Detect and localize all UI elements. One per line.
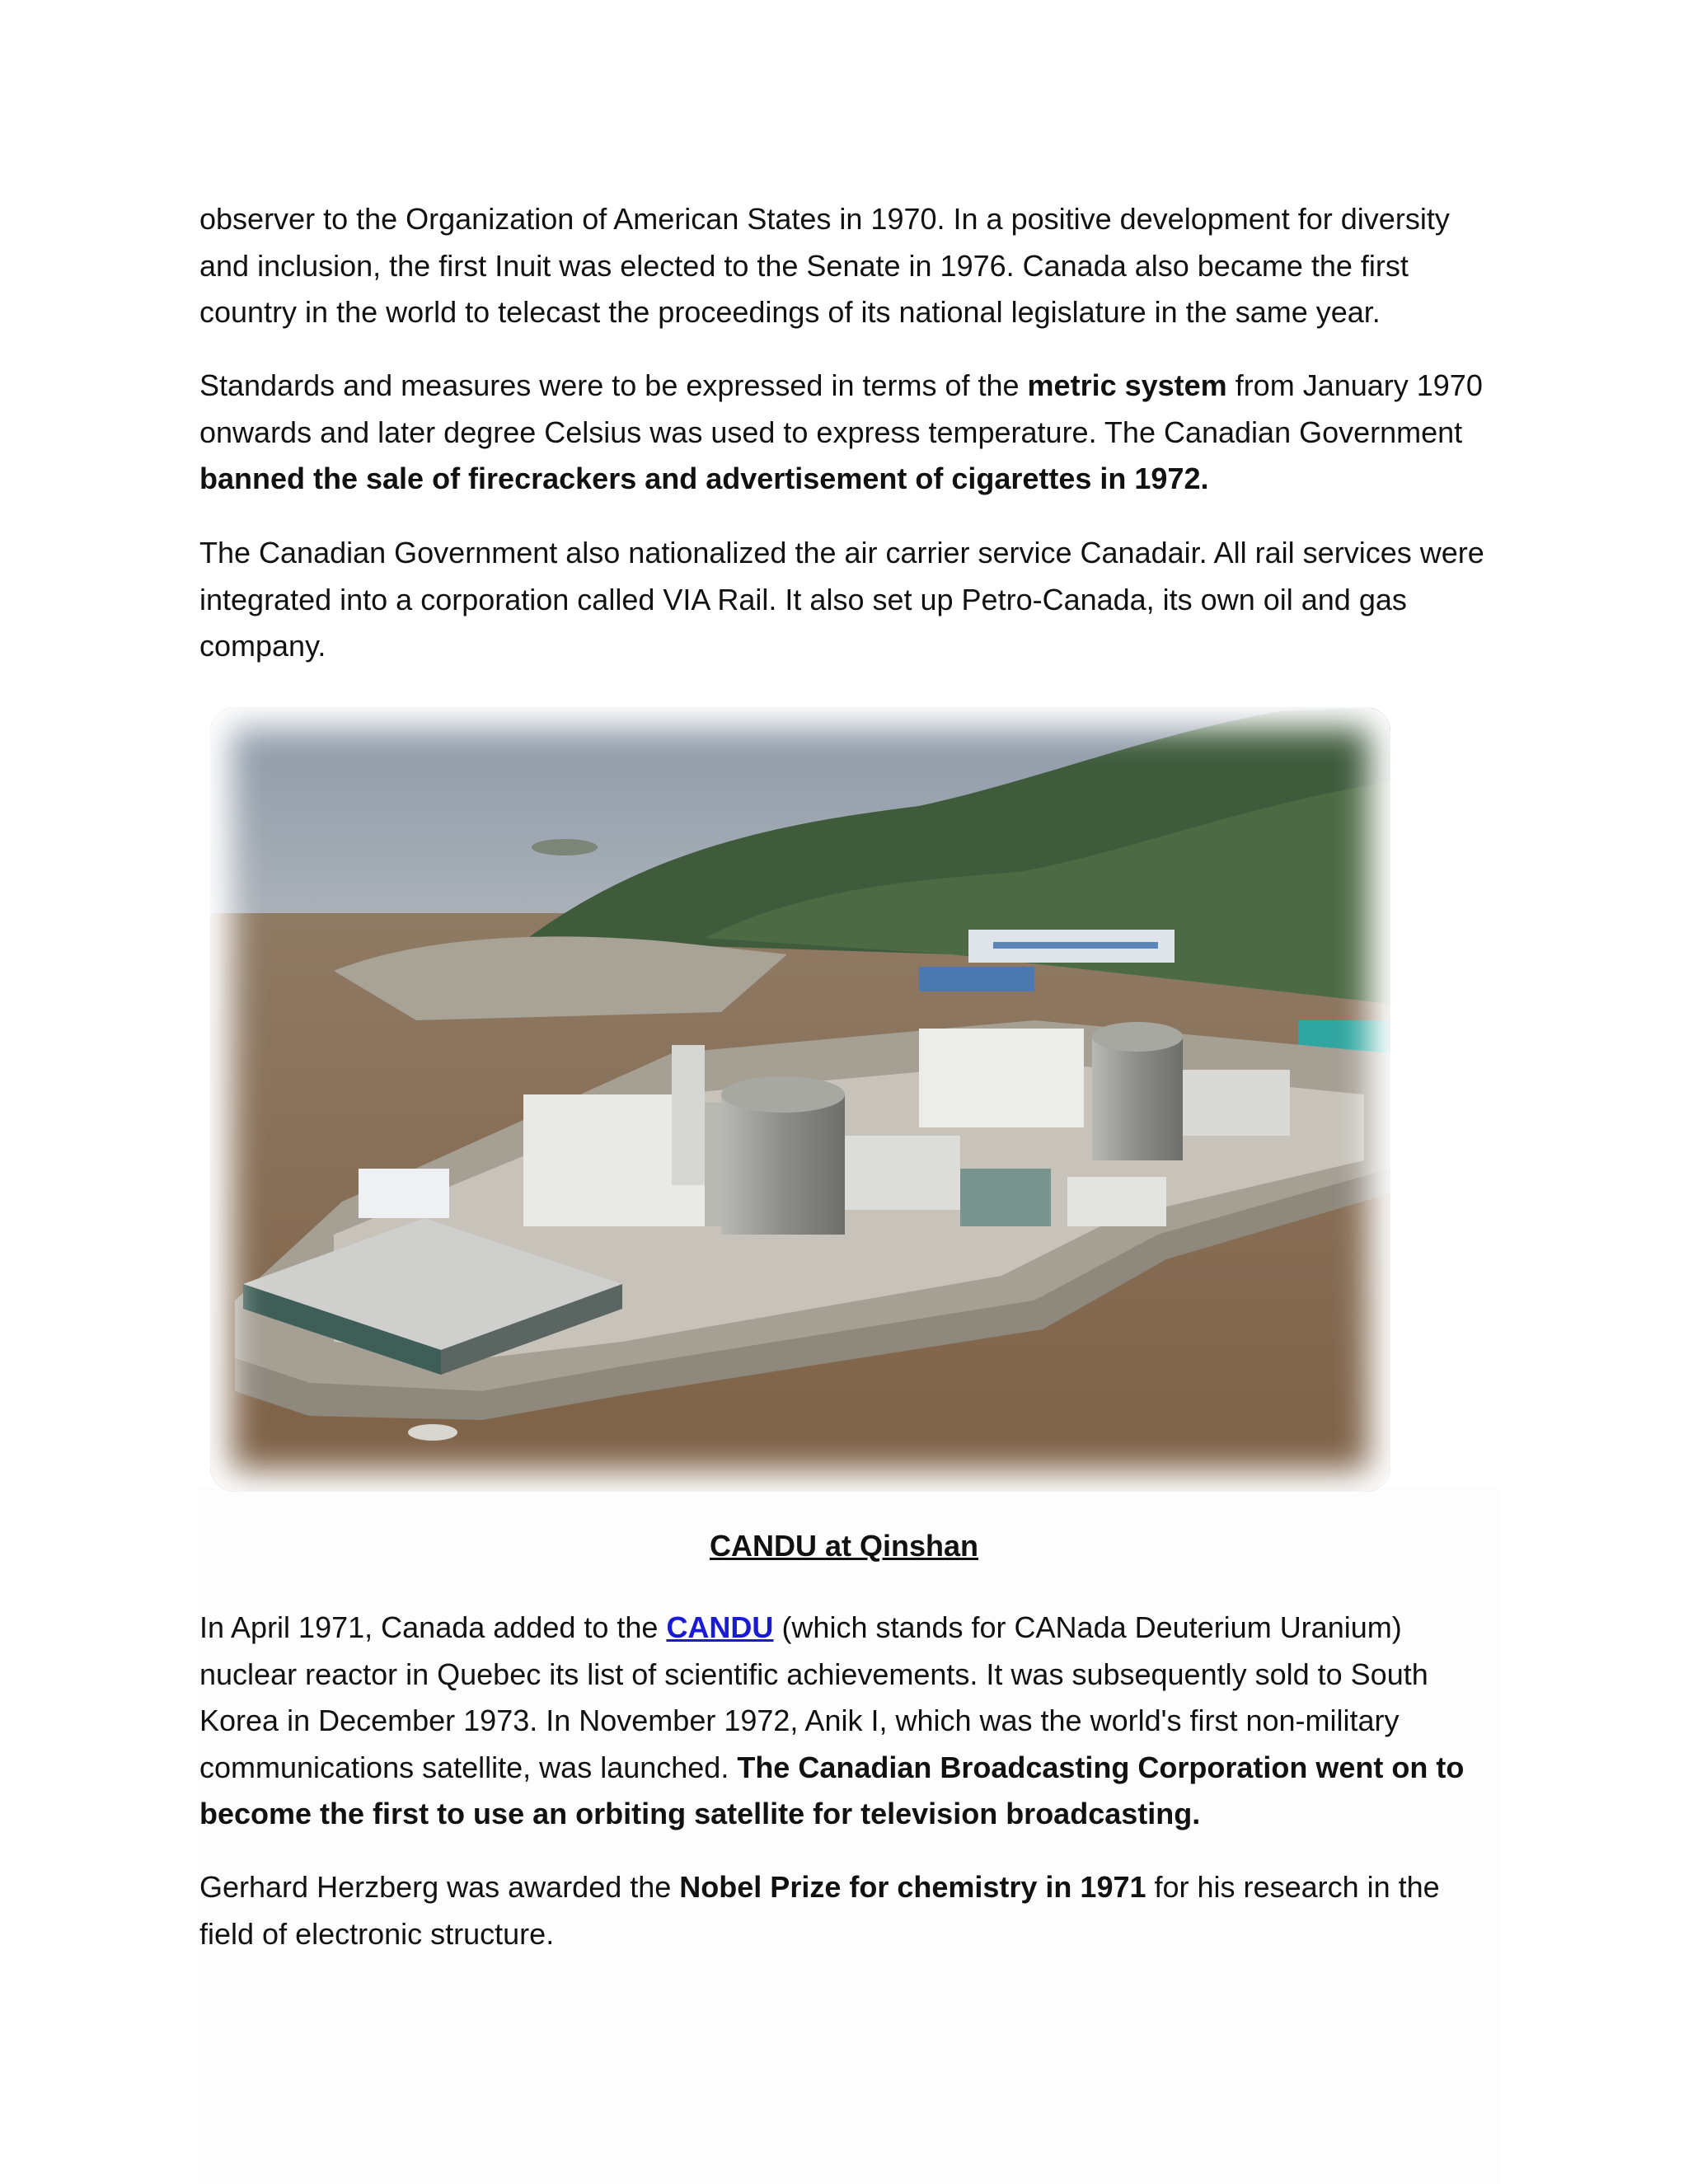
aux-block-2 [960,1169,1051,1226]
aux-block-4 [1067,1177,1166,1226]
paragraph-text: Gerhard Herzberg was awarded the [199,1870,680,1904]
outflow-splash [408,1424,457,1441]
figure-caption: CANDU at Qinshan [709,1529,979,1563]
bold-metric-system: metric system [1027,368,1227,402]
stack-1 [672,1045,705,1185]
bg-blue-roof [919,967,1034,991]
candu-link[interactable]: CANDU [666,1610,774,1644]
small-building [359,1169,449,1218]
containment-dome-2 [1092,1037,1183,1160]
dome-1-cap [721,1076,845,1113]
nuclear-plant-illustration [210,707,1390,1492]
paragraph-nationalization [199,530,1502,670]
paragraph-text: The Canadian Government also nationalized the air carrier service Canadair. All rail services were integrated into a corporation called VIA Rail. It also set up Petro-Canada, its own oil and gas company. [199,536,1484,663]
paragraph-metric-system [199,363,1502,503]
distant-island [532,839,598,855]
bold-nobel-prize: Nobel Prize for chemistry in 1971 [679,1870,1146,1904]
paragraph-oas-inuit [199,196,1502,336]
paragraph-text: In April 1971, Canada added to the [199,1610,667,1644]
paragraph-candu [199,1605,1502,1838]
aux-block-1 [845,1136,960,1210]
bold-firecrackers-ban: banned the sale of firecrackers and advertisement of cigarettes in 1972. [199,462,1209,495]
paragraph-text: (which stands for CANada Deuterium Uranium) nuclear reactor in Quebec its list of scientific achievements. It was subsequently sold to South Korea in December 1973. In November 1972, Anik I, which was the world's first non-military communications satellite, was launched. [199,1610,1428,1784]
bg-building-stripe [993,942,1158,949]
paragraph-text: from January 1970 onwards and later degree Celsius was used to express temperature. The Canadian Government [199,368,1483,449]
paragraph-text: Standards and measures were to be expressed in terms of the [199,368,1028,402]
candu-qinshan-photo [210,707,1390,1492]
paragraph-text: for his research in the field of electronic structure. [199,1870,1440,1951]
containment-dome-1 [721,1094,845,1235]
paragraph-herzberg [199,1864,1502,1957]
dome-2-cap [1092,1022,1183,1052]
paragraph-text: observer to the Organization of American States in 1970. In a positive development for diversity and inclusion, the first Inuit was elected to the Senate in 1976. Canada also became the first country in the world to telecast the proceedings of its national legislature in the same year. [199,202,1450,329]
bold-cbc-satellite: The Canadian Broadcasting Corporation went on to become the first to use an orbiting satellite for television broadcasting. [199,1750,1465,1830]
aux-block-3 [1183,1070,1290,1136]
reactor-building-2 [919,1029,1084,1127]
